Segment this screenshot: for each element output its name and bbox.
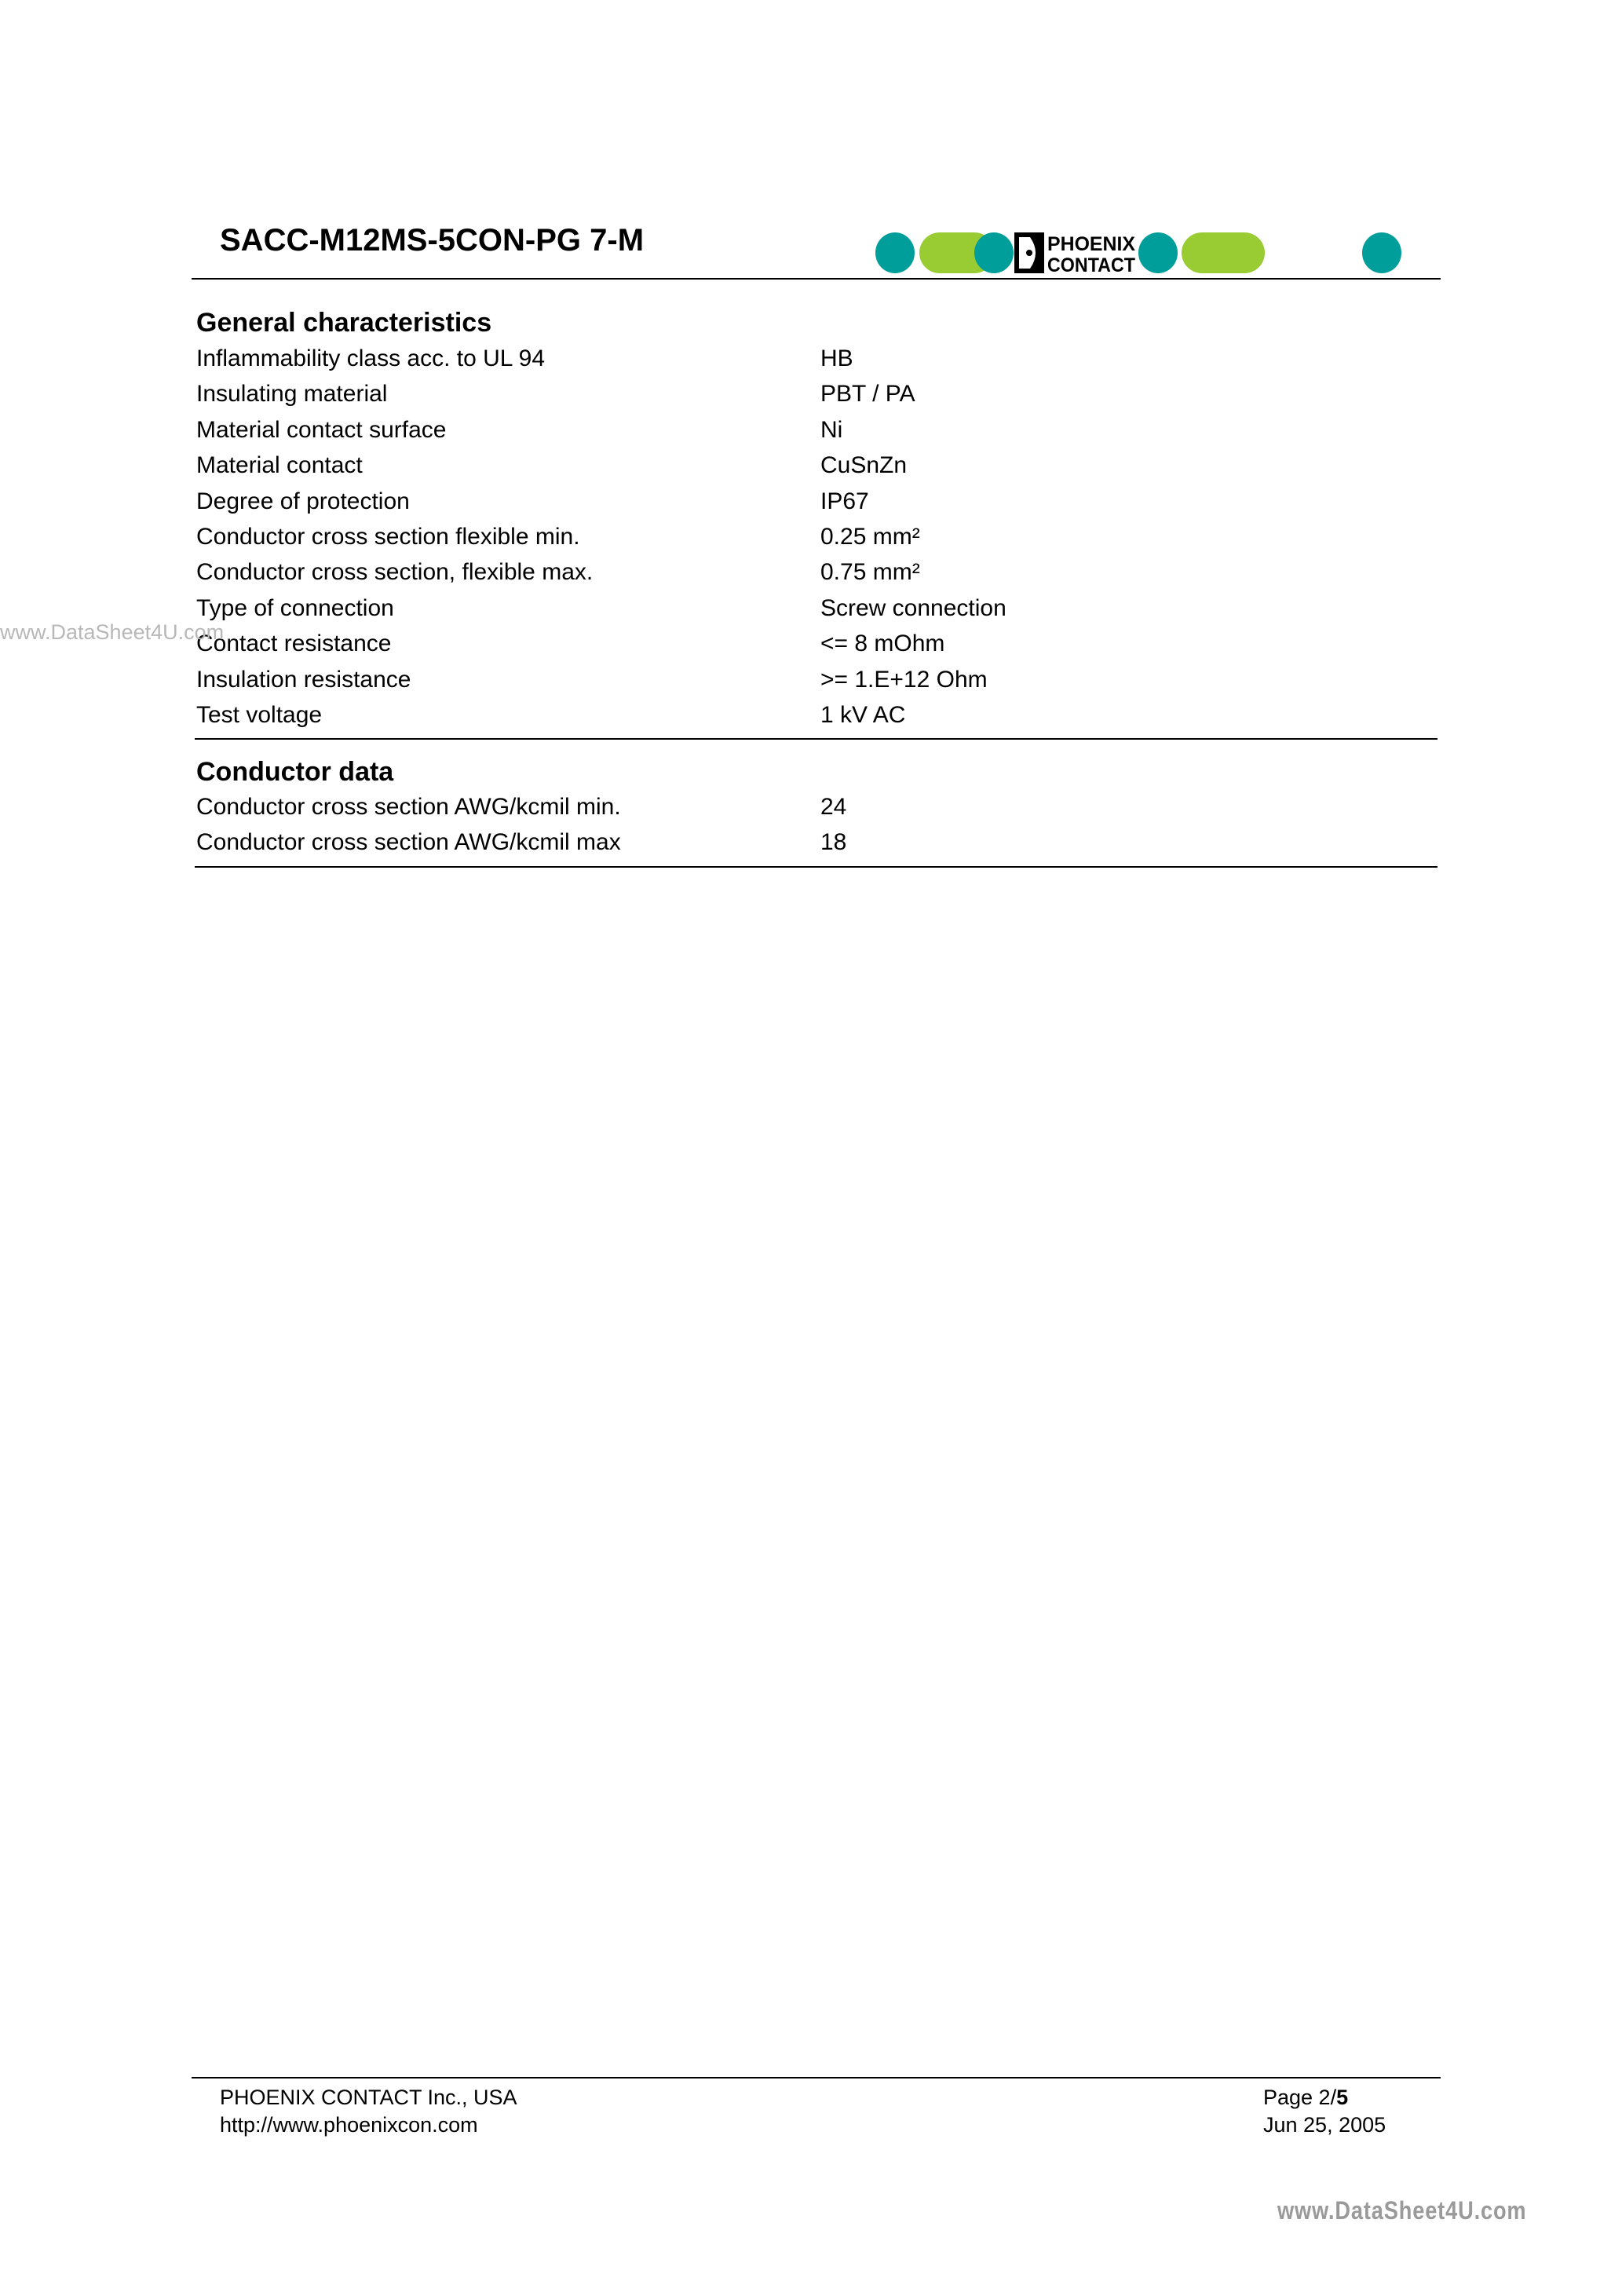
footer-page-number	[1263, 2086, 1348, 2110]
spec-row	[196, 702, 1437, 737]
spec-label: Type of connection	[196, 594, 394, 621]
spec-label: Material contact surface	[196, 416, 447, 443]
spec-label: Conductor cross section, flexible max.	[196, 559, 594, 586]
spec-label: Insulating material	[196, 381, 388, 408]
spec-row	[196, 524, 1437, 559]
footer-url[interactable]: http://www.phoenixcon.com	[220, 2113, 478, 2137]
spec-label: Conductor cross section AWG/kcmil min.	[196, 794, 621, 820]
section-heading-conductor: Conductor data	[196, 757, 394, 787]
watermark-bottom: www.DataSheet4U.com	[1277, 2196, 1527, 2225]
footer-date: Jun 25, 2005	[1263, 2113, 1386, 2137]
spec-label: Test voltage	[196, 702, 323, 728]
spec-row	[196, 794, 1437, 829]
section-divider	[195, 738, 1438, 740]
header-divider	[192, 278, 1441, 280]
spec-value: 0.75 mm²	[820, 559, 920, 586]
spec-label: Conductor cross section flexible min.	[196, 524, 580, 550]
spec-value: 0.25 mm²	[820, 524, 920, 550]
page-total: 5	[1336, 2086, 1349, 2109]
footer-divider	[192, 2077, 1441, 2078]
section-divider	[195, 866, 1438, 868]
spec-row	[196, 667, 1437, 702]
spec-label: Contact resistance	[196, 631, 392, 657]
footer-company: PHOENIX CONTACT Inc., USA	[220, 2086, 517, 2109]
spec-row	[196, 559, 1437, 594]
spec-row	[196, 345, 1437, 381]
phoenix-contact-logo	[875, 232, 1402, 274]
spec-label: Insulation resistance	[196, 666, 411, 693]
spec-value: 18	[820, 829, 847, 856]
spec-row	[196, 417, 1437, 452]
svg-text:CONTACT: CONTACT	[1047, 254, 1135, 274]
spec-value: Screw connection	[820, 594, 1006, 621]
page-prefix: Page 2/	[1263, 2086, 1337, 2109]
spec-label: Inflammability class acc. to UL 94	[196, 345, 546, 371]
watermark-left: www.DataSheet4U.com	[0, 620, 225, 644]
spec-row	[196, 452, 1437, 488]
spec-row	[196, 829, 1437, 865]
spec-value: 1 kV AC	[820, 702, 906, 728]
spec-row	[196, 595, 1437, 631]
document-title: SACC-M12MS-5CON-PG 7-M	[220, 223, 645, 258]
svg-text:PHOENIX: PHOENIX	[1047, 233, 1136, 255]
spec-value: IP67	[820, 488, 869, 514]
spec-value: CuSnZn	[820, 452, 908, 479]
spec-label: Conductor cross section AWG/kcmil max	[196, 829, 621, 856]
spec-label: Degree of protection	[196, 488, 410, 514]
spec-value: Ni	[820, 416, 843, 443]
spec-row	[196, 631, 1437, 666]
spec-value: <= 8 mOhm	[820, 631, 945, 657]
spec-label: Material contact	[196, 452, 363, 479]
spec-value: 24	[820, 794, 847, 820]
spec-value: >= 1.E+12 Ohm	[820, 666, 988, 693]
section-heading-general: General characteristics	[196, 308, 492, 338]
spec-row	[196, 488, 1437, 524]
spec-row	[196, 381, 1437, 416]
spec-value: HB	[820, 345, 853, 371]
spec-value: PBT / PA	[820, 381, 915, 408]
